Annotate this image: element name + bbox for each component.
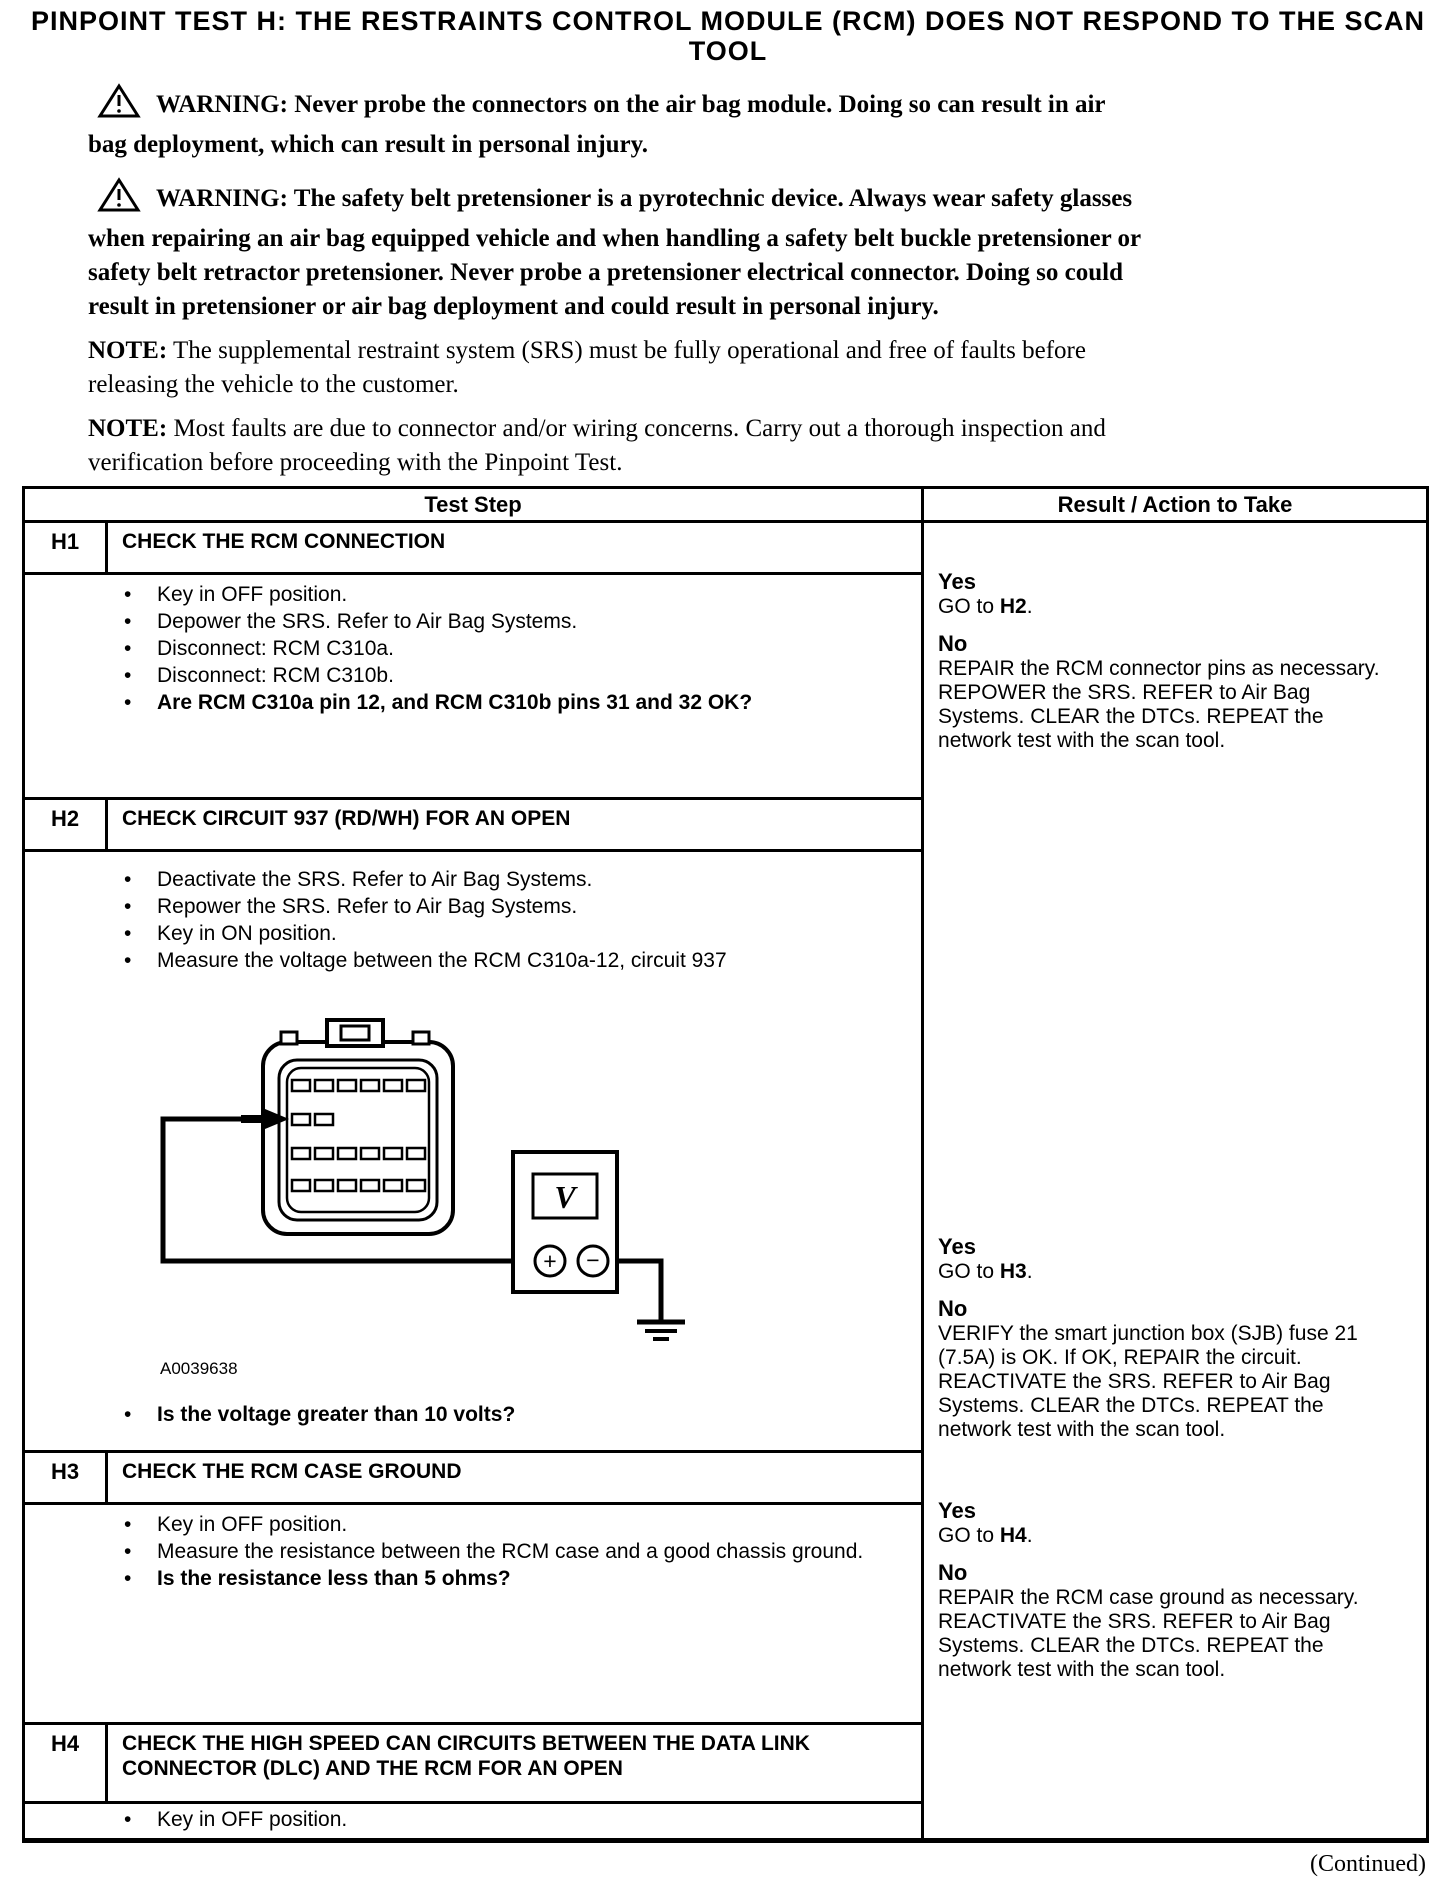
bullet-item: • Measure the voltage between the RCM C310a-12, circuit 937: [157, 947, 877, 974]
step-h2-title-row: [24, 799, 1428, 851]
step-content: [24, 1504, 923, 1724]
step-title: CHECK CIRCUIT 937 (RD/WH) FOR AN OPEN: [107, 799, 923, 851]
step-id: H3: [24, 1452, 107, 1504]
result-no-label: No: [938, 631, 968, 656]
rcm-connector: [263, 1020, 453, 1234]
step-bullet-list: [25, 1806, 921, 1833]
bullet-item: • Measure the resistance between the RCM case and a good chassis ground.: [157, 1538, 877, 1565]
step-bullet-list: [25, 866, 921, 974]
warning-text: The safety belt pretensioner is a pyrotechnic device. Always wear safety glasses when repairing an air bag equipped vehicle and when handling a safety belt buckle pretensioner or safety belt retractor pretensioner. Never probe a pretensioner electrical connector. Doing so could result in pretensioner or air bag deployment and could result in personal injury.: [88, 185, 1141, 320]
column-header-test-step: Test Step: [24, 488, 923, 522]
warning-paragraph-2: [88, 178, 1148, 324]
warning-icon: [98, 178, 140, 222]
result-yes-block: [938, 1234, 1386, 1284]
step-title: CHECK THE RCM CASE GROUND: [107, 1452, 923, 1504]
step-bullet-list: [25, 581, 921, 716]
result-no-text: REPAIR the RCM connector pins as necessary. REPOWER the SRS. REFER to Air Bag Systems. CLEAR the DTCs. REPEAT the network test with the scan tool.: [938, 657, 1380, 752]
result-no-block: [938, 1296, 1386, 1442]
result-yes-label: Yes: [938, 1497, 976, 1523]
step-content: [24, 1802, 923, 1840]
column-header-result: Result / Action to Take: [923, 488, 1428, 522]
bullet-item: • Is the voltage greater than 10 volts?: [157, 1401, 877, 1428]
result-yes-label: Yes: [938, 569, 976, 594]
warning-text: Never probe the connectors on the air bag module. Doing so can result in air bag deployment, which can result in personal injury.: [88, 91, 1106, 158]
page-title-line1: PINPOINT TEST H: THE RESTRAINTS CONTROL MODULE (RCM) DOES NOT RESPOND TO THE SCAN: [30, 6, 1426, 36]
step-question-list: [25, 1401, 921, 1428]
connector-voltmeter-diagram: [125, 1002, 705, 1382]
result-no-block: [938, 1560, 1386, 1682]
step-id: H2: [24, 799, 107, 851]
result-no-block: [938, 631, 1386, 753]
step-h4-title-row: [24, 1724, 1428, 1803]
note-label: NOTE:: [88, 337, 168, 364]
warning-label: WARNING:: [156, 91, 288, 118]
result-cell-h3: [923, 1452, 1428, 1724]
bullet-item: • Repower the SRS. Refer to Air Bag Systems.: [157, 893, 877, 920]
note-paragraph-2: [88, 412, 1148, 480]
service-manual-page: [0, 6, 1456, 1877]
result-cell-h4: [923, 1724, 1428, 1841]
page-title: [10, 6, 1446, 66]
note-text: Most faults are due to connector and/or wiring concerns. Carry out a thorough inspection and verification before proceeding with the Pinpoint Test.: [88, 415, 1106, 476]
result-yes-text: GO to H2.: [938, 595, 1033, 618]
warning-icon: [98, 84, 140, 128]
bullet-item: • Disconnect: RCM C310b.: [157, 662, 877, 689]
step-content: [24, 574, 923, 799]
voltmeter: [513, 1152, 617, 1292]
pinpoint-test-table: [22, 486, 1429, 1843]
result-no-label: No: [938, 1559, 968, 1585]
plus-terminal-label: +: [543, 1248, 557, 1274]
warning-label: WARNING:: [156, 185, 288, 212]
step-id: H1: [24, 522, 107, 574]
step-title: CHECK THE HIGH SPEED CAN CIRCUITS BETWEEN THE DATA LINK CONNECTOR (DLC) AND THE RCM FOR AN OPEN: [107, 1724, 923, 1803]
note-paragraph-1: [88, 334, 1148, 402]
voltage-test-figure: [125, 1002, 921, 1387]
voltmeter-symbol: V: [554, 1179, 576, 1215]
step-h1-title-row: [24, 522, 1428, 574]
result-yes-block: [938, 569, 1386, 619]
bullet-item: • Key in OFF position.: [157, 1806, 877, 1833]
note-text: The supplemental restraint system (SRS) must be fully operational and free of faults before releasing the vehicle to the customer.: [88, 337, 1086, 398]
bullet-item: • Depower the SRS. Refer to Air Bag Systems.: [157, 608, 877, 635]
step-bullet-list: [25, 1511, 921, 1592]
result-yes-text: GO to H4.: [938, 1523, 1033, 1547]
bullet-item: • Key in OFF position.: [157, 581, 877, 608]
step-content: [24, 851, 923, 1452]
ground-icon: [637, 1322, 685, 1339]
bullet-item: • Key in OFF position.: [157, 1511, 877, 1538]
bullet-item: • Key in ON position.: [157, 920, 877, 947]
result-cell-h2: [923, 799, 1428, 1452]
minus-terminal-label: −: [586, 1247, 600, 1273]
result-yes-label: Yes: [938, 1233, 976, 1259]
result-no-text: REPAIR the RCM case ground as necessary. REACTIVATE the SRS. REFER to Air Bag Systems. CLEAR the DTCs. REPEAT the network test with the scan tool.: [938, 1585, 1359, 1681]
figure-code: A0039638: [160, 1359, 238, 1378]
note-label: NOTE:: [88, 415, 168, 442]
step-id: H4: [24, 1724, 107, 1803]
continued-marker: (Continued): [1310, 1850, 1426, 1877]
result-cell-h1: [923, 522, 1428, 799]
result-no-text: VERIFY the smart junction box (SJB) fuse 21 (7.5A) is OK. If OK, REPAIR the circuit. REACTIVATE the SRS. REFER to Air Bag Systems. CLEAR the DTCs. REPEAT the network test with the scan tool.: [938, 1321, 1358, 1441]
result-yes-text: GO to H3.: [938, 1259, 1033, 1283]
step-h3-title-row: [24, 1452, 1428, 1504]
bullet-item: • Are RCM C310a pin 12, and RCM C310b pins 31 and 32 OK?: [157, 689, 877, 716]
bullet-item: • Disconnect: RCM C310a.: [157, 635, 877, 662]
result-yes-block: [938, 1498, 1386, 1548]
bullet-item: • Is the resistance less than 5 ohms?: [157, 1565, 877, 1592]
bullet-item: • Deactivate the SRS. Refer to Air Bag Systems.: [157, 866, 877, 893]
step-title: CHECK THE RCM CONNECTION: [107, 522, 923, 574]
page-title-line2: TOOL: [688, 36, 768, 66]
result-no-label: No: [938, 1295, 968, 1321]
warning-paragraph-1: [88, 84, 1148, 162]
table-header-row: [24, 488, 1428, 522]
